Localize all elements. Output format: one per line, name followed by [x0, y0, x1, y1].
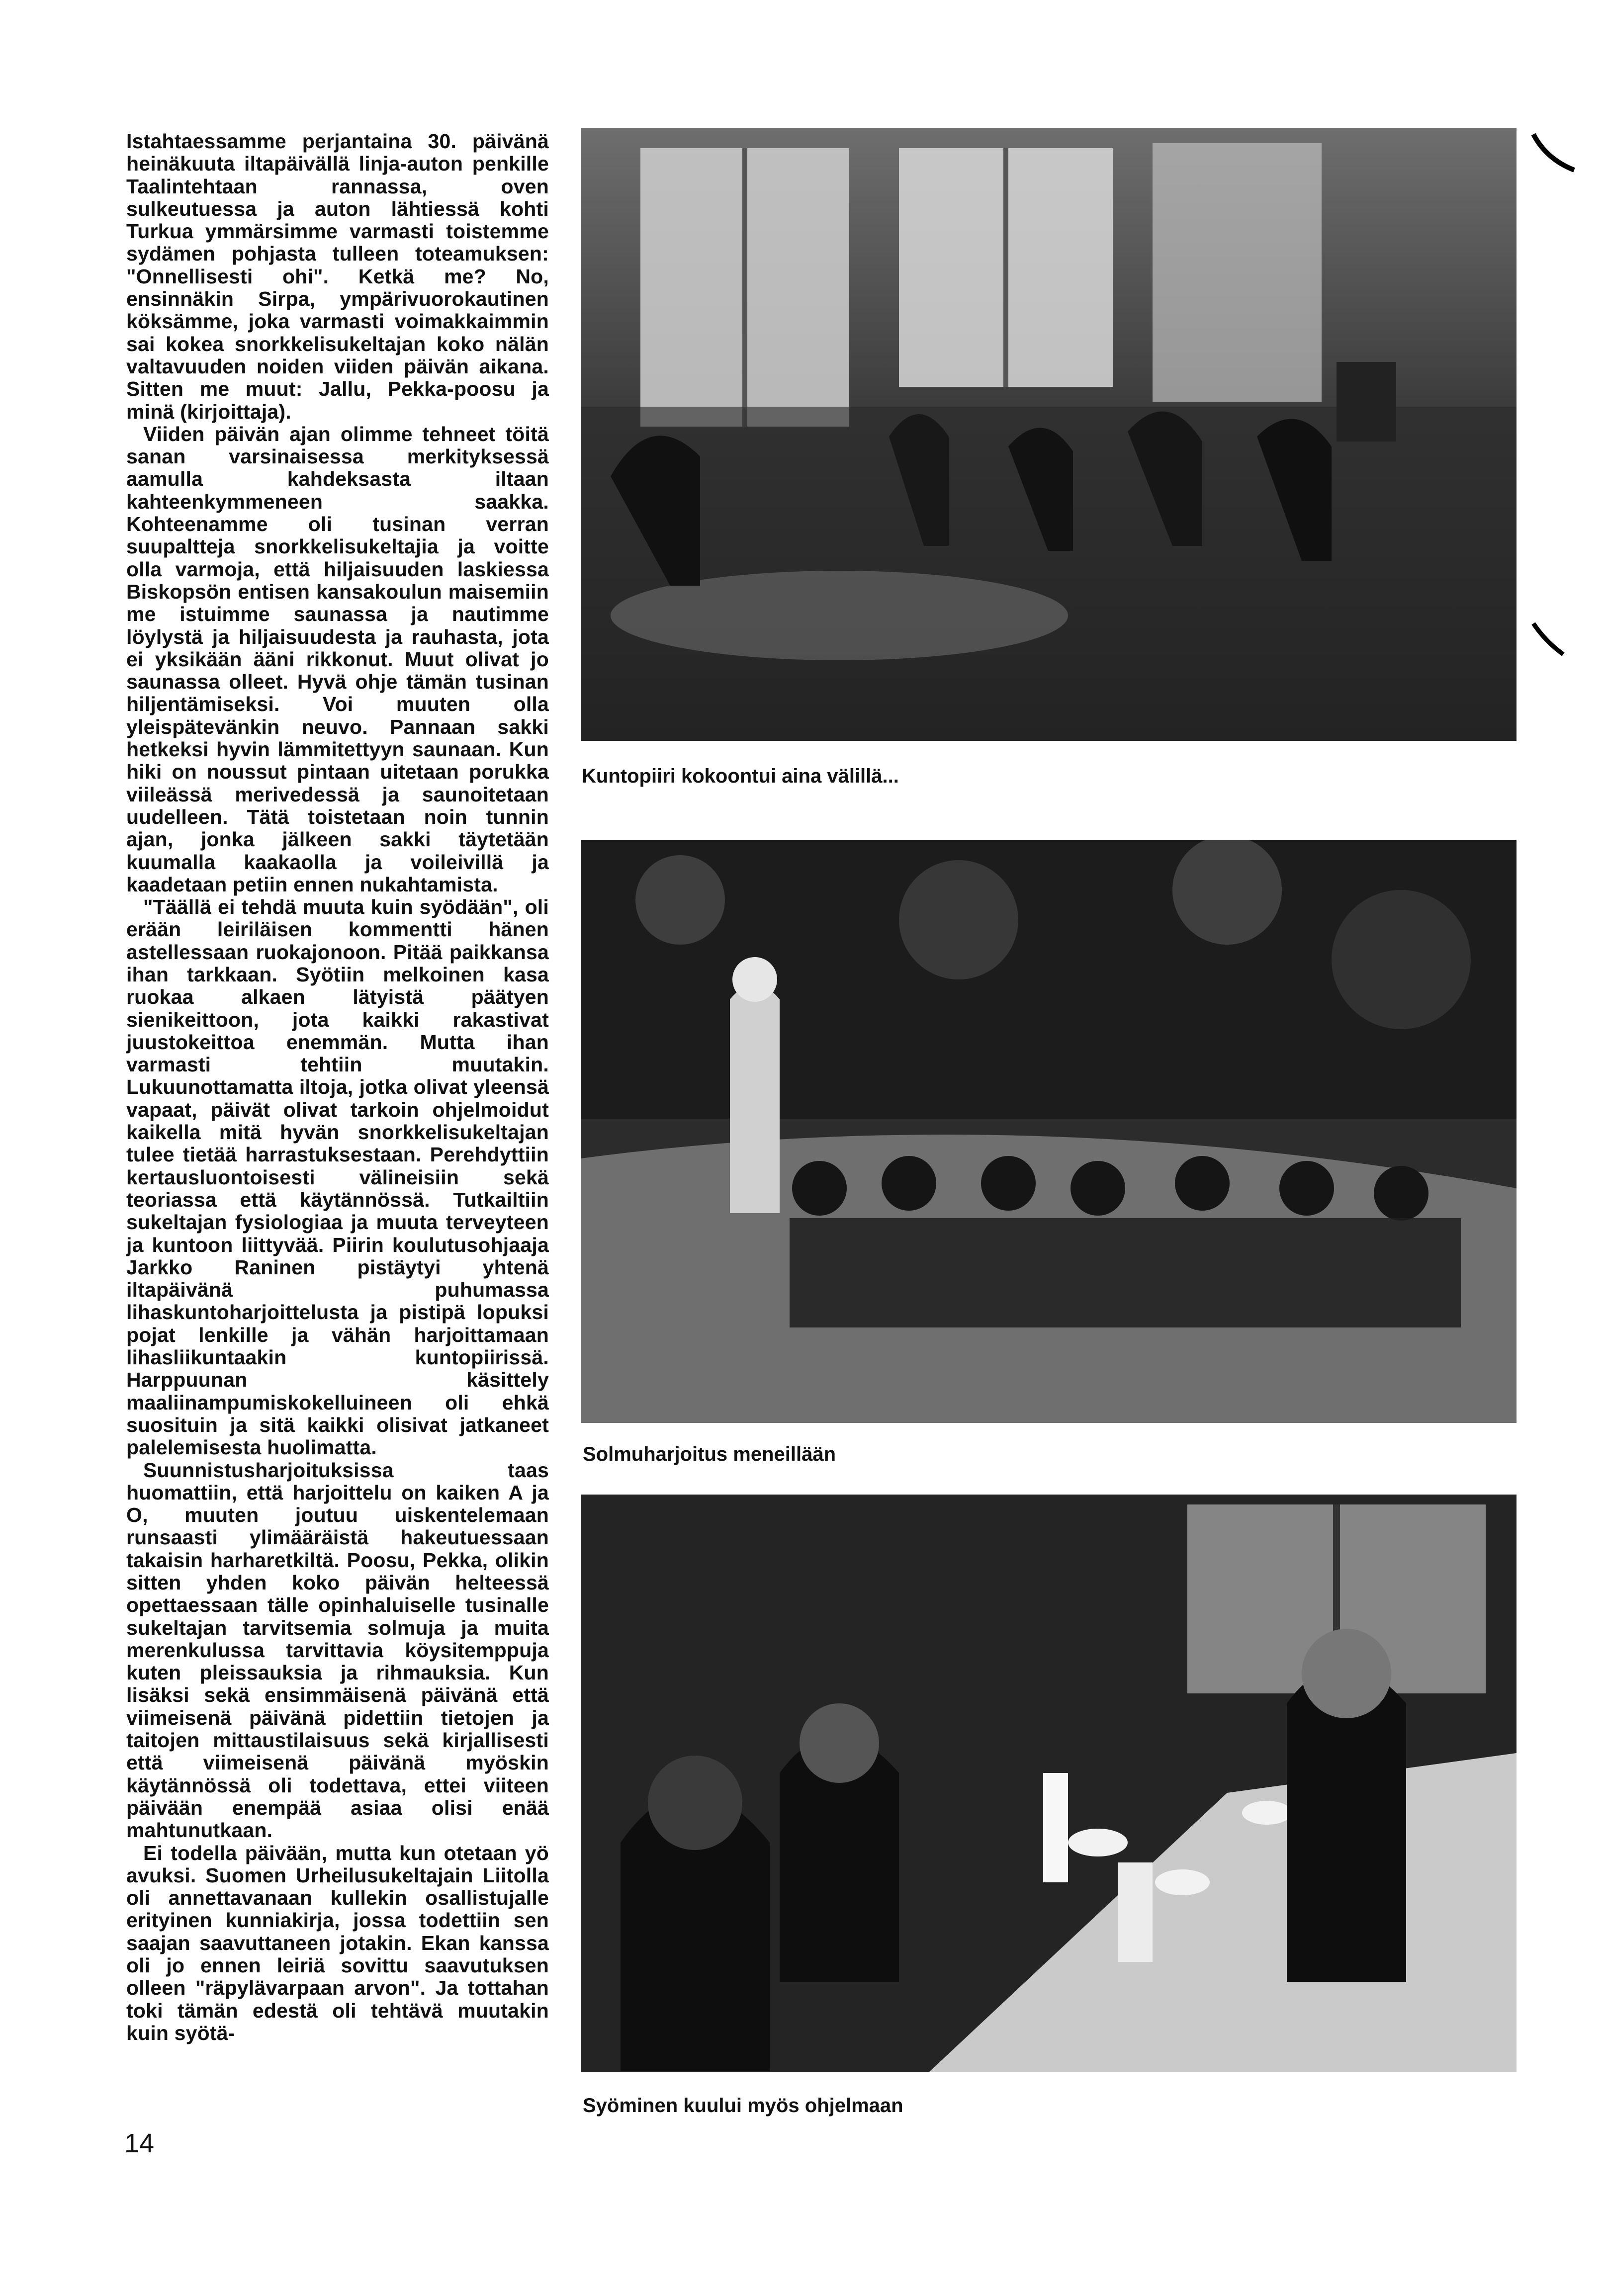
photo-caption: Syöminen kuului myös ohjelmaan — [583, 2095, 903, 2117]
photo-knot-practice — [581, 840, 1517, 1423]
photo-caption: Kuntopiiri kokoontui aina välillä... — [582, 765, 899, 787]
edge-mark-icon — [1531, 124, 1576, 179]
edge-mark-icon — [1531, 617, 1566, 661]
paragraph: "Täällä ei tehdä muuta kuin syödään", oli erään leiriläisen kommentti hänen astellessaan ruokajonoon. Pitää paikkansa ihan tarkkaan. Syötiin melkoinen kasa ruokaa alkaen lätyistä päätyen sienikeittoon, jota kaikki rakastivat juustokeittoa enemmän. Mutta ihan varmasti tehtiin muutakin. Lukuunottamatta iltoja, jotka olivat yleensä vapaat, päivät olivat tarkoin ohjelmoidut kaikella mitä hyvän snorkkelisukeltajan tulee tietää harrastuksestaan. Perehdyttiin kertausluontoisesti välineisiin sekä teoriassa että käytännössä. Tutkailtiin sukeltajan fysiologiaa ja muuta terveyteen ja kuntoon liittyvää. Piirin koulutusohjaaja Jarkko Raninen pistäytyi yhtenä iltapäivänä puhumassa lihaskuntoharjoittelusta ja pistipä lopuksi pojat lenkille ja vähän harjoittamaan lihasliikuntaakin kuntopiirissä. Harppuunan käsittely maaliinampumiskokelluineen oli ehkä suosituin ja sitä kaikki olisivat jatkaneet palelemisesta huolimatta. — [126, 895, 549, 1459]
photo-caption: Solmuharjoitus meneillään — [583, 1443, 836, 1465]
paragraph: Ei todella päivään, mutta kun otetaan yö avuksi. Suomen Urheilusukeltajain Liitolla oli annettavanaan kullekin osallistujalle erityinen kunniakirja, jossa todettiin sen saajan saavuttaneen jotakin. Ekan kanssa oli jo ennen leiriä sovittu saavutuksen olleen "räpylävarpaan arvon". Ja tottahan toki tämän edestä oli tehtävä muutakin kuin syötä- — [126, 1841, 549, 2044]
paragraph: Suunnistusharjoituksissa taas huomattiin, että harjoittelu on kaiken A ja O, muuten joutuu uiskentelemaan runsaasti ylimääräistä hakeutuessaan takaisin harharetkiltä. Poosu, Pekka, olikin sitten yhden koko päivän helteessä opettaessaan tälle opinhaluiselle tusinalle sukeltajan tarvitsemia solmuja ja muita merenkulussa tarvittavia köysitemppuja kuten pleissauksia ja rihmauksia. Kun lisäksi sekä ensimmäisenä päivänä että viimeisenä päivänä pidettiin tietojen ja taitojen mittaustilaisuus sekä kirjallisesti että viimeisenä päivänä myöskin käytännössä oli todettava, ettei viiteen päivään enempää asiaa olisi enää mahtunutkaan. — [126, 1458, 549, 1842]
article-body — [126, 130, 549, 2044]
paragraph: Istahtaessamme perjantaina 30. päivänä heinäkuuta iltapäivällä linja-auton penkille Taalintehtaan rannassa, oven sulkeutuessa ja auton lähtiessä kohti Turkua ymmärsimme varmasti toistemme sydämen pohjasta tulleen toteamuksen: "Onnellisesti ohi". Ketkä me? No, ensinnäkin Sirpa, ympärivuorokautinen köksämme, joka varmasti voimakkaimmin sai kokea snorkkelisukeltajan koko nälän valtavuuden noiden viiden päivän aikana. Sitten me muut: Jallu, Pekka-poosu ja minä (kirjoittaja). — [126, 130, 549, 423]
photo-eating — [581, 1495, 1517, 2072]
page-number: 14 — [124, 2128, 155, 2158]
paragraph: Viiden päivän ajan olimme tehneet töitä sanan varsinaisessa merkityksessä aamulla kahdeksasta iltaan kahteenkymmeneen saakka. Kohteenamme oli tusinan verran suupaltteja snorkkelisukeltajia ja voitte olla varmoja, että hiljaisuuden laskiessa Biskopsön entisen kansakoulun maisemiin me istuimme saunassa ja nautimme löylystä ja hiljaisuudesta ja rauhasta, jota ei yksikään ääni rikkonut. Muut olivat jo saunassa olleet. Hyvä ohje tämän tusinan hiljentämiseksi. Voi muuten olla yleispätevänkin neuvo. Pannaan sakki hetkeksi hyvin lämmitettyyn saunaan. Kun hiki on noussut pintaan uitetaan porukka viileässä merivedessä ja saunoitetaan uudelleen. Tätä toistetaan noin tunnin ajan, jonka jälkeen sakki täytetään kuumalla kaakaolla ja voileivillä ja kaadetaan petiin ennen nukahtamista. — [126, 422, 549, 896]
photo-exercise-circle — [581, 128, 1517, 741]
